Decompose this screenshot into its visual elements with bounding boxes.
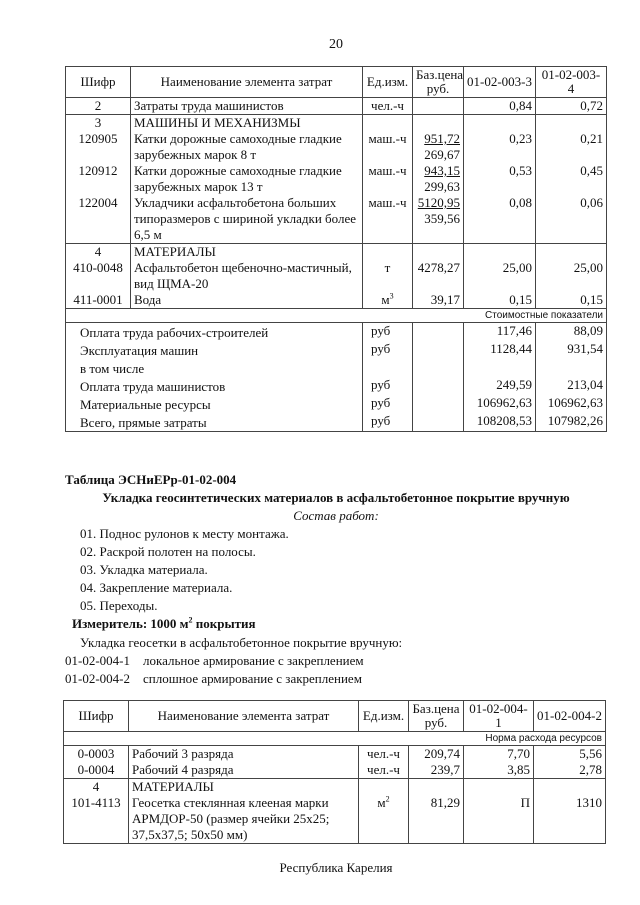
row-unit: чел.-ч (363, 98, 413, 115)
page-footer: Республика Карелия (279, 860, 393, 875)
row-name: Катки дорожные самоходные гладкие зарубежных марок 8 т (131, 131, 363, 163)
row-name: Рабочий 3 разряда (129, 746, 359, 763)
row-unit: чел.-ч (359, 746, 409, 763)
norm-label-row (64, 732, 606, 746)
row-name: Катки дорожные самоходные гладкие зарубежных марок 13 т (131, 163, 363, 195)
section-number: 3 (66, 115, 131, 132)
table-row (66, 131, 607, 163)
section-title: МАТЕРИАЛЫ (131, 244, 363, 261)
summary-row (66, 395, 607, 413)
row-name: Рабочий 4 разряда (129, 762, 359, 779)
row-value-2: 2,78 (534, 762, 606, 779)
summary-row (66, 323, 607, 342)
row-value-1: 25,00 (464, 260, 536, 292)
col-header-price: Баз.цена руб. (413, 67, 464, 98)
col-header-code: Шифр (66, 67, 131, 98)
row-value-1: 0,84 (464, 98, 536, 115)
variant-item: 01-02-004-1 локальное армирование с закреплением (65, 653, 364, 668)
norm-label: Норма расхода ресурсов (64, 732, 606, 746)
section-title: МАТЕРИАЛЫ (129, 779, 359, 796)
summary-name: Эксплуатация машин (66, 341, 363, 359)
row-name: Затраты труда машинистов (131, 98, 363, 115)
summary-value-2 (536, 359, 607, 377)
resource-table-01-02-004 (63, 700, 606, 844)
table-label: Таблица ЭСНиЕРр-01-02-004 (65, 472, 237, 487)
work-item: 02. Раскрой полотен на полосы. (80, 544, 256, 559)
row-code: 411-0001 (66, 292, 131, 309)
work-item: 04. Закрепление материала. (80, 580, 233, 595)
work-item: 03. Укладка материала. (80, 562, 208, 577)
col-header-variant-3: 01-02-003-3 (464, 67, 536, 98)
col-header-unit: Ед.изм. (363, 67, 413, 98)
summary-name: Оплата труда машинистов (66, 377, 363, 395)
col-header-price: Баз.цена руб. (409, 701, 464, 732)
row-price: 209,74 (409, 746, 464, 763)
summary-row (66, 413, 607, 432)
summary-row (66, 341, 607, 359)
row-code: 2 (66, 98, 131, 115)
row-value-1: 3,85 (464, 762, 534, 779)
row-value-2: 0,21 (536, 131, 607, 163)
table-row (66, 292, 607, 309)
row-code: 410-0048 (66, 260, 131, 292)
col-header-name: Наименование элемента затрат (129, 701, 359, 732)
row-value-2: 0,72 (536, 98, 607, 115)
col-header-name: Наименование элемента затрат (131, 67, 363, 98)
summary-name: в том числе (66, 359, 363, 377)
summary-unit: руб (363, 377, 413, 395)
summary-unit: руб (363, 413, 413, 432)
summary-value-2: 88,09 (536, 323, 607, 342)
meter-unit: Измеритель: 1000 $м^2$ покрытия (72, 615, 256, 631)
summary-name: Материальные ресурсы (66, 395, 363, 413)
row-code: 101-4113 (64, 795, 129, 844)
row-unit: маш.-ч (363, 163, 413, 195)
table-header-row (66, 67, 607, 98)
row-unit: маш.-ч (363, 195, 413, 244)
resource-table-01-02-003 (65, 66, 607, 432)
row-value-2: 1310 (534, 795, 606, 844)
col-header-variant-2: 01-02-004-2 (534, 701, 606, 732)
col-header-code: Шифр (64, 701, 129, 732)
row-value-1: П (464, 795, 534, 844)
row-unit: т (363, 260, 413, 292)
work-item: 01. Поднос рулонов к месту монтажа. (80, 526, 289, 541)
summary-row (66, 359, 607, 377)
row-value-1: 0,53 (464, 163, 536, 195)
summary-value-1: 108208,53 (464, 413, 536, 432)
row-name: Укладчики асфальтобетона больших типоразмеров с шириной укладки более 6,5 м (131, 195, 363, 244)
summary-row (66, 377, 607, 395)
summary-value-1: 106962,63 (464, 395, 536, 413)
row-code: 122004 (66, 195, 131, 244)
table-row (66, 260, 607, 292)
works-heading: Состав работ: (293, 508, 379, 523)
table-row (64, 762, 606, 779)
summary-unit (363, 359, 413, 377)
row-value-1: 0,23 (464, 131, 536, 163)
col-header-variant-4: 01-02-003-4 (536, 67, 607, 98)
description: Укладка геосетки в асфальтобетонное покрытие вручную: (80, 635, 403, 650)
row-unit: чел.-ч (359, 762, 409, 779)
table-row (66, 163, 607, 195)
summary-unit: руб (363, 395, 413, 413)
section-title: МАШИНЫ И МЕХАНИЗМЫ (131, 115, 363, 132)
row-price (413, 98, 464, 115)
col-header-variant-1: 01-02-004-1 (464, 701, 534, 732)
table-row (66, 98, 607, 115)
row-value-2: 5,56 (534, 746, 606, 763)
row-price: 4278,27 (413, 260, 464, 292)
table-row (66, 195, 607, 244)
section-header-materials (66, 244, 607, 261)
row-price: 943,15 299,63 (413, 163, 464, 195)
summary-value-2: 931,54 (536, 341, 607, 359)
section-header-materials (64, 779, 606, 796)
summary-value-2: 213,04 (536, 377, 607, 395)
row-value-2: 0,06 (536, 195, 607, 244)
cost-indicators-label: Стоимостные показатели (66, 309, 607, 323)
row-code: 0-0003 (64, 746, 129, 763)
summary-value-1: 249,59 (464, 377, 536, 395)
row-value-2: 0,45 (536, 163, 607, 195)
row-price: 5120,95 359,56 (413, 195, 464, 244)
row-name: Геосетка стеклянная клееная марки АРМДОР-50 (размер ячейки 25х25; 37,5х37,5; 50х50 мм) (129, 795, 359, 844)
row-code: 0-0004 (64, 762, 129, 779)
row-value-2: 0,15 (536, 292, 607, 309)
section-header-machines (66, 115, 607, 132)
row-value-1: 7,70 (464, 746, 534, 763)
summary-value-1: 117,46 (464, 323, 536, 342)
row-unit: $м^3$ (363, 292, 413, 309)
summary-value-2: 106962,63 (536, 395, 607, 413)
row-unit: $м^2$ (359, 795, 409, 844)
summary-name: Всего, прямые затраты (66, 413, 363, 432)
section-number: 4 (66, 244, 131, 261)
variant-item: 01-02-004-2 сплошное армирование с закреплением (65, 671, 362, 686)
row-code: 120912 (66, 163, 131, 195)
table-header-row (64, 701, 606, 732)
row-price: 81,29 (409, 795, 464, 844)
work-item: 05. Переходы. (80, 598, 158, 613)
row-value-2: 25,00 (536, 260, 607, 292)
summary-value-2: 107982,26 (536, 413, 607, 432)
summary-value-1: 1128,44 (464, 341, 536, 359)
row-value-1: 0,15 (464, 292, 536, 309)
row-unit: маш.-ч (363, 131, 413, 163)
row-value-1: 0,08 (464, 195, 536, 244)
row-price: 39,17 (413, 292, 464, 309)
row-name: Вода (131, 292, 363, 309)
summary-name: Оплата труда рабочих-строителей (66, 323, 363, 342)
page-number: 20 (329, 37, 343, 52)
summary-unit: руб (363, 341, 413, 359)
row-price: 239,7 (409, 762, 464, 779)
table-row (64, 746, 606, 763)
col-header-unit: Ед.изм. (359, 701, 409, 732)
row-code: 120905 (66, 131, 131, 163)
row-name: Асфальтобетон щебеночно-мастичный, вид ЩМА-20 (131, 260, 363, 292)
section-title: Укладка геосинтетических материалов в асфальтобетонное покрытие вручную (102, 490, 570, 505)
row-price: 951,72 269,67 (413, 131, 464, 163)
section-number: 4 (64, 779, 129, 796)
summary-unit: руб (363, 323, 413, 342)
summary-value-1 (464, 359, 536, 377)
cost-indicators-label-row (66, 309, 607, 323)
table-row (64, 795, 606, 844)
